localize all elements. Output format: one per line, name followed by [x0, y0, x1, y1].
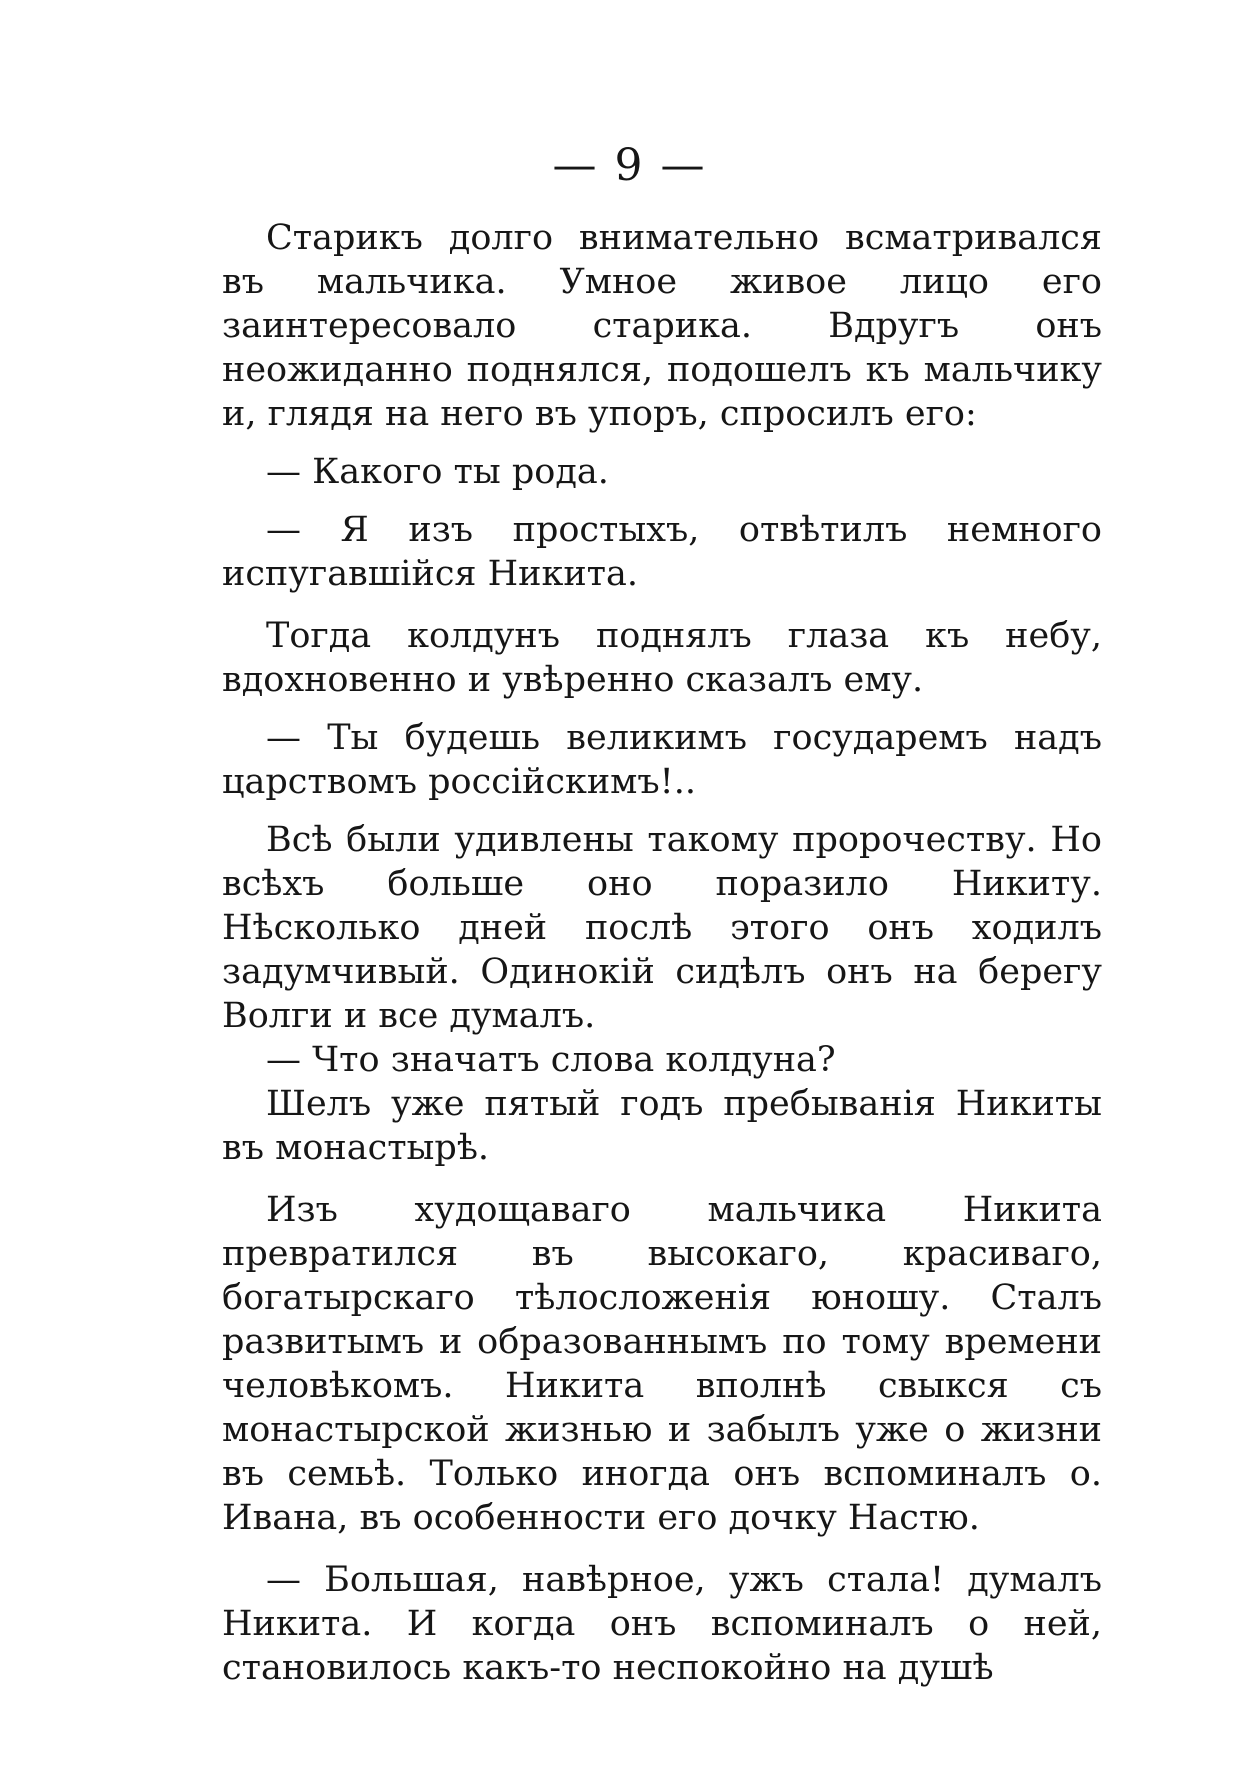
paragraph-10: — Большая, навѣрное, ужъ стала! думалъ Никита. И когда онъ вспоминалъ о ней, становилось какъ-то неспокойно на душѣ — [222, 1560, 1102, 1688]
paragraph-1: Старикъ долго внимательно всматривался въ мальчика. Умное живое лицо его заинтересовало старика. Вдругъ онъ неожиданно поднялся, подошелъ къ мальчику и, глядя на него въ упоръ, спросилъ его: — [222, 218, 1102, 434]
paragraph-6: Всѣ были удивлены такому пророчеству. Но всѣхъ больше оно поразило Никиту. Нѣсколько дней послѣ этого онъ ходилъ задумчивый. Одинокій сидѣлъ онъ на берегу Волги и все думалъ. — [222, 820, 1102, 1036]
paragraph-2: — Какого ты рода. — [266, 452, 609, 492]
page-number: — 9 — — [552, 140, 707, 191]
body-text — [222, 216, 1102, 1690]
paragraph-3: — Я изъ простыхъ, отвѣтилъ немного испугавшійся Никита. — [222, 510, 1102, 594]
paragraph-7: — Что значатъ слова колдуна? — [266, 1040, 836, 1080]
paragraph-9: Изъ худощаваго мальчика Никита превратился въ высокаго, красиваго, богатырскаго тѣлосложенія юношу. Сталъ развитымъ и образованнымъ по тому времени человѣкомъ. Никита вполнѣ свыкся съ монастырской жизнью и забылъ уже о жизни въ семьѣ. Только иногда онъ вспоминалъ о. Ивана, въ особенности его дочку Настю. — [222, 1190, 1102, 1538]
paragraph-5: — Ты будешь великимъ государемъ надъ царствомъ россійскимъ!.. — [222, 718, 1102, 802]
paragraph-4: Тогда колдунъ поднялъ глаза къ небу, вдохновенно и увѣренно сказалъ ему. — [222, 616, 1102, 700]
paragraph-8: Шелъ уже пятый годъ пребыванія Никиты въ монастырѣ. — [222, 1084, 1102, 1168]
